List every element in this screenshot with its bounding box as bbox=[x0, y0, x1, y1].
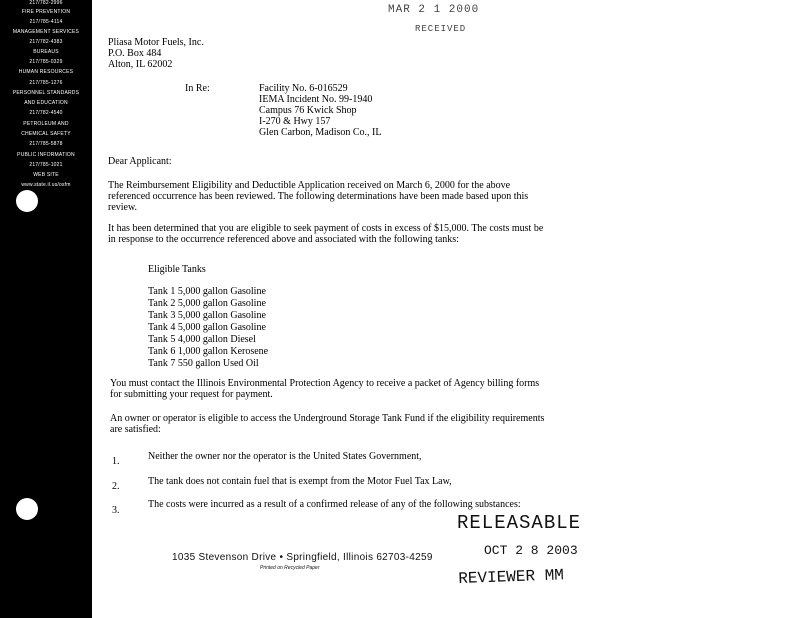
tank-item: Tank 4 5,000 gallon Gasoline bbox=[148, 322, 266, 333]
requirement-number: 1. bbox=[112, 456, 120, 467]
re-line: Campus 76 Kwick Shop bbox=[259, 105, 357, 116]
footer-address: 1035 Stevenson Drive • Springfield, Illinois 62703-4259 bbox=[172, 552, 433, 563]
sidebar-contact-line: MANAGEMENT SERVICES bbox=[12, 29, 80, 35]
tank-item: Tank 7 550 gallon Used Oil bbox=[148, 358, 259, 369]
sidebar-contact-line: HUMAN RESOURCES bbox=[18, 69, 74, 75]
requirement-text: Neither the owner nor the operator is the United States Government, bbox=[148, 451, 422, 462]
paragraph-eligibility: It has been determined that you are eligible to seek payment of costs in excess of $15,000. The costs must be in response to the occurrence referenced above and associated with the following tanks: bbox=[108, 223, 544, 245]
sidebar-contact-line: 217/785-1276 bbox=[29, 80, 63, 86]
re-line: IEMA Incident No. 99-1940 bbox=[259, 94, 373, 105]
releasable-stamp: RELEASABLE bbox=[457, 512, 582, 534]
sidebar-contact-line: 217/782-4383 bbox=[29, 39, 63, 45]
requirement-text: The tank does not contain fuel that is exempt from the Motor Fuel Tax Law, bbox=[148, 476, 452, 487]
punch-hole bbox=[16, 190, 38, 212]
letterhead-sidebar bbox=[0, 0, 92, 618]
sidebar-contact-line: 217/782-2996 bbox=[29, 0, 63, 6]
requirement-text: The costs were incurred as a result of a confirmed release of any of the following substances: bbox=[148, 499, 521, 510]
releasable-stamp-date: OCT 2 8 2003 bbox=[484, 543, 578, 558]
sidebar-contact-line: PUBLIC INFORMATION bbox=[17, 152, 75, 158]
sidebar-contact-line: 217/785-1021 bbox=[29, 162, 63, 168]
recipient-po-box: P.O. Box 484 bbox=[108, 48, 162, 59]
tank-item: Tank 6 1,000 gallon Kerosene bbox=[148, 346, 269, 357]
recipient-name: Pliasa Motor Fuels, Inc. bbox=[108, 37, 204, 48]
re-label: In Re: bbox=[185, 83, 210, 94]
footer-recycled-note: Printed on Recycled Paper bbox=[260, 565, 320, 571]
sidebar-contact-line: 217/782-4540 bbox=[29, 110, 63, 116]
tank-item: Tank 3 5,000 gallon Gasoline bbox=[148, 310, 266, 321]
salutation: Dear Applicant: bbox=[108, 156, 172, 167]
sidebar-contact-line: PETROLEUM AND bbox=[23, 121, 69, 127]
re-line: I-270 & Hwy 157 bbox=[259, 116, 331, 127]
sidebar-contact-line: WEB SITE bbox=[33, 172, 59, 178]
sidebar-contact-line: CHEMICAL SAFETY bbox=[21, 131, 71, 137]
reviewer-stamp: REVIEWER MM bbox=[458, 566, 565, 588]
punch-hole bbox=[16, 498, 38, 520]
requirement-number: 3. bbox=[112, 505, 120, 516]
sidebar-contact-line: 217/785-5878 bbox=[29, 141, 63, 147]
tanks-header: Eligible Tanks bbox=[148, 264, 206, 275]
re-line: Facility No. 6-016529 bbox=[259, 83, 348, 94]
sidebar-contact-line: BUREAUS bbox=[33, 49, 59, 55]
sidebar-contact-line: 217/785-4114 bbox=[29, 19, 63, 25]
sidebar-contact-line: AND EDUCATION bbox=[24, 100, 68, 106]
received-stamp-date: MAR 2 1 2000 bbox=[388, 4, 480, 16]
requirement-number: 2. bbox=[112, 481, 120, 492]
sidebar-contact-line: 217/785-0329 bbox=[29, 59, 63, 65]
re-line: Glen Carbon, Madison Co., IL bbox=[259, 127, 382, 138]
tank-item: Tank 5 4,000 gallon Diesel bbox=[148, 334, 256, 345]
sidebar-contact-line: PERSONNEL STANDARDS bbox=[12, 90, 80, 96]
tank-item: Tank 1 5,000 gallon Gasoline bbox=[148, 286, 266, 297]
tank-item: Tank 2 5,000 gallon Gasoline bbox=[148, 298, 266, 309]
blank-margin bbox=[636, 0, 800, 618]
sidebar-contact-line: www.state.il.us/osfm bbox=[21, 182, 71, 188]
received-stamp-label: RECEIVED bbox=[415, 24, 467, 34]
paragraph-contact-agency: You must contact the Illinois Environmental Protection Agency to receive a packet of Agency billing forms for submitting your request for payment. bbox=[110, 378, 540, 400]
paragraph-review: The Reimbursement Eligibility and Deductible Application received on March 6, 2000 for the above referenced occurrence has been reviewed. The following determinations have been made based upon this review. bbox=[108, 180, 529, 213]
recipient-city: Alton, IL 62002 bbox=[108, 59, 173, 70]
paragraph-requirements: An owner or operator is eligible to access the Underground Storage Tank Fund if the eligibility requirements are satisfied: bbox=[110, 413, 545, 435]
sidebar-contact-line: FIRE PREVENTION bbox=[21, 9, 71, 15]
